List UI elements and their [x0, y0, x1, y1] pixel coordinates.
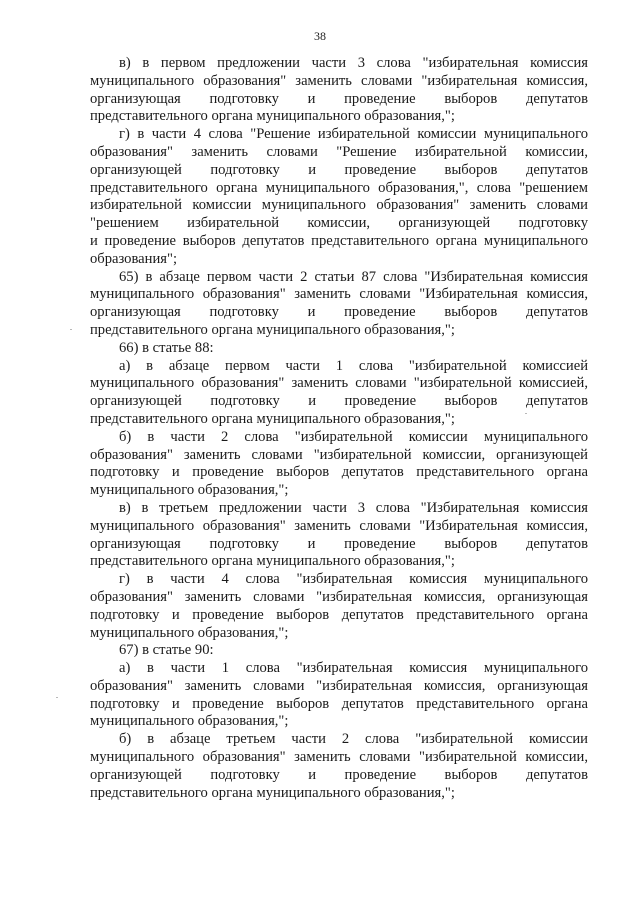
text-line: подготовку и проведение выборов депутатов представительного органа [90, 695, 588, 712]
paragraph-g-part4-87 [90, 126, 588, 268]
text-line: муниципального образования" заменить словами "Избирательная комиссия, [90, 517, 588, 534]
paragraph-item-65 [90, 269, 588, 340]
text-line: организующей подготовку и проведение выборов депутатов [90, 766, 588, 783]
text-line: г) в части 4 слова "Решение избирательной комиссии муниципального [119, 126, 588, 143]
text-line: "решением избирательной комиссии, организующей подготовку [90, 215, 588, 232]
paragraph-a-88 [90, 358, 588, 429]
text-line: представительного органа муниципального образования,"; [90, 553, 455, 570]
text-line: представительного органа муниципального образования,"; [90, 784, 455, 801]
paragraph-b-90 [90, 731, 588, 802]
text-line: образования" заменить словами "избирательной комиссии, организующей [90, 446, 588, 463]
text-line: 66) в статье 88: [119, 339, 214, 356]
text-line: организующая подготовку и проведение выборов депутатов [90, 535, 588, 552]
text-line: организующая подготовку и проведение выборов депутатов [90, 304, 588, 321]
text-line: муниципального образования" заменить словами "Избирательная комиссия, [90, 286, 588, 303]
paragraph-item-67 [90, 642, 588, 660]
text-line: муниципального образования" заменить словами "избирательная комиссия, [90, 72, 588, 89]
text-line: муниципального образования,"; [90, 624, 289, 641]
text-line: избирательной комиссии муниципального образования" заменить словами [90, 197, 588, 214]
text-line: представительного органа муниципального образования,"; [90, 108, 455, 125]
text-line: 67) в статье 90: [119, 642, 214, 659]
text-line: представительного органа муниципального образования,"; [90, 410, 455, 427]
paragraph-a-90 [90, 660, 588, 731]
text-line: образования" заменить словами "Решение избирательной комиссии, [90, 143, 588, 160]
text-line: образования" заменить словами "избирательная комиссия, организующая [90, 588, 588, 605]
text-line: образования" заменить словами "избирательная комиссия, организующая [90, 677, 588, 694]
text-line: подготовку и проведение выборов депутатов представительного органа [90, 606, 588, 623]
text-line: муниципального образования" заменить словами "избирательной комиссией, [90, 375, 588, 392]
scan-speck [56, 697, 58, 698]
paragraph-v-part3-88a [90, 55, 588, 126]
text-line: организующей подготовку и проведение выборов депутатов [90, 393, 588, 410]
paragraph-v-88 [90, 500, 588, 571]
text-line: и проведение выборов депутатов представительного органа муниципального [90, 232, 588, 249]
text-line: а) в части 1 слова "избирательная комиссия муниципального [119, 660, 588, 677]
text-line: представительного органа муниципального образования,", слова "решением [90, 179, 588, 196]
text-line: подготовку и проведение выборов депутатов представительного органа [90, 464, 588, 481]
text-line: муниципального образования" заменить словами "избирательной комиссии, [90, 749, 588, 766]
paragraph-g-88 [90, 571, 588, 642]
text-line: а) в абзаце первом части 1 слова "избирательной комиссией [119, 357, 588, 374]
text-line: в) в первом предложении части 3 слова "избирательная комиссия [119, 55, 588, 71]
text-line: муниципального образования,"; [90, 482, 289, 499]
document-body [90, 55, 588, 802]
text-line: муниципального образования,"; [90, 713, 289, 730]
scan-speck [525, 413, 527, 414]
paragraph-b-88 [90, 429, 588, 500]
text-line: г) в части 4 слова "избирательная комиссия муниципального [119, 571, 588, 588]
text-line: 65) в абзаце первом части 2 статьи 87 слова "Избирательная комиссия [119, 268, 588, 285]
text-line: в) в третьем предложении части 3 слова "Избирательная комиссия [119, 499, 588, 516]
text-line: образования"; [90, 250, 177, 267]
paragraph-item-66 [90, 340, 588, 358]
text-line: организующая подготовку и проведение выборов депутатов [90, 90, 588, 107]
text-line: б) в абзаце третьем части 2 слова "избирательной комиссии [119, 731, 588, 748]
text-line: представительного органа муниципального образования,"; [90, 321, 455, 338]
text-line: б) в части 2 слова "избирательной комиссии муниципального [119, 428, 588, 445]
scan-speck [70, 329, 72, 330]
page-number: 38 [314, 29, 326, 43]
text-line: организующей подготовку и проведение выборов депутатов [90, 161, 588, 178]
